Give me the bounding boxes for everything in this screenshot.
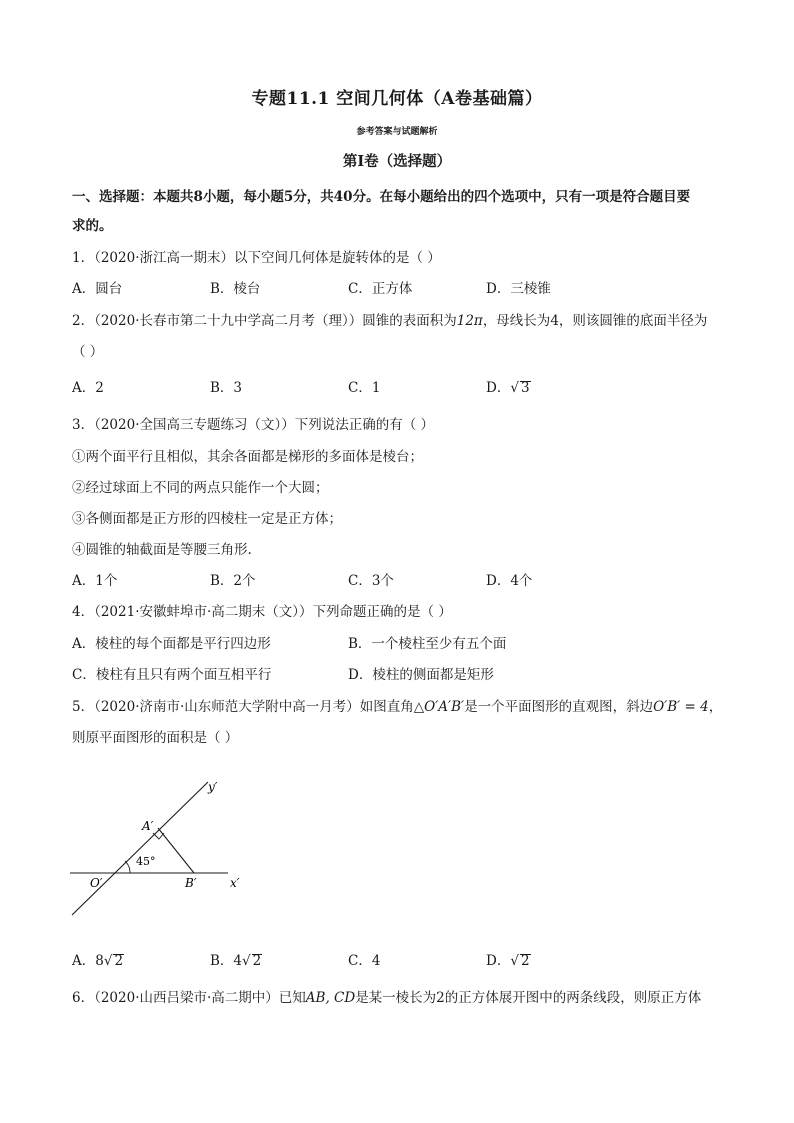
- volume-heading: 第Ⅰ卷（选择题）: [342, 153, 452, 170]
- question-5-option-a: [72, 949, 124, 969]
- question-6-stem-pre: 6．（2020·山西吕梁市·高二期中）已知: [72, 990, 306, 1006]
- question-2-option-b: B．3: [210, 380, 243, 396]
- question-3-statement-2: ②经过球面上不同的两点只能作一个大圆；: [72, 480, 329, 496]
- question-5-stem-mid: 是一个平面图形的直观图，斜边: [464, 699, 654, 715]
- question-4-option-a: A．棱柱的每个面都是平行四边形: [72, 636, 271, 652]
- question-2-stem: [72, 309, 707, 329]
- question-2-option-d: [486, 376, 531, 396]
- question-2-option-d-label: D．: [486, 380, 511, 396]
- question-5-option-d-label: D．: [486, 953, 511, 969]
- segment-a-b: [158, 828, 194, 873]
- question-1-option-b: B．棱台: [210, 281, 261, 297]
- question-2-stem-line2: （ ）: [72, 344, 104, 360]
- question-3-option-d: D．4个: [486, 573, 533, 589]
- figure-label-y: y′: [208, 780, 218, 794]
- page-subtitle: 参考答案与试题解析: [356, 127, 438, 137]
- question-5-option-b-radicand: 2: [252, 953, 262, 969]
- figure-label-x: x′: [230, 876, 240, 890]
- question-5-figure: [60, 770, 260, 925]
- question-4-option-d: D．棱柱的侧面都是矩形: [348, 667, 494, 683]
- question-3-option-c: C．3个: [348, 573, 394, 589]
- sqrt-symbol: √: [103, 953, 113, 969]
- section-instructions-line2: 求的。: [72, 218, 113, 234]
- question-1-option-d: D．三棱锥: [486, 281, 551, 297]
- question-2-stem-post: ，则该圆锥的底面半径为: [558, 313, 708, 329]
- question-2-surface-area: 12π: [456, 313, 483, 329]
- figure-label-b: B′: [185, 876, 197, 890]
- question-4-option-c: C．棱柱有且只有两个面互相平行: [72, 667, 272, 683]
- question-6-stem-post: 是某一棱长为2的正方体展开图中的两条线段，则原正方体: [355, 990, 702, 1006]
- question-3-statement-4: ④圆锥的轴截面是等腰三角形.: [72, 542, 252, 558]
- question-5-stem-post: ，: [708, 699, 723, 715]
- figure-label-o: O′: [90, 876, 103, 890]
- question-5-option-d: [486, 949, 531, 969]
- question-5-option-c: C．4: [348, 953, 381, 969]
- section-instructions-line1: 一、选择题：本题共8小题，每小题5分，共40分。在每小题给出的四个选项中，只有一项是符合题目要: [72, 189, 691, 205]
- question-3-statement-3: ③各侧面都是正方形的四棱柱一定是正方体；: [72, 511, 342, 527]
- y-axis: [72, 782, 208, 915]
- question-6-segments: AB, CD: [305, 990, 356, 1006]
- question-1-stem: 1．（2020·浙江高一期末）以下空间几何体是旋转体的是（ ）: [72, 250, 441, 266]
- question-5-option-b-label: B．: [210, 953, 234, 969]
- question-3-option-b: B．2个: [210, 573, 256, 589]
- question-3-statement-1: ①两个面平行且相似，其余各面都是梯形的多面体是棱台；: [72, 449, 423, 465]
- question-2-option-c: C．1: [348, 380, 381, 396]
- question-2-option-a: A．2: [72, 380, 104, 396]
- question-2-slant-length: 4: [550, 313, 559, 329]
- page-title: 专题11.1 空间几何体（A卷基础篇）: [251, 89, 543, 109]
- question-5-option-b-coef: 4: [233, 953, 243, 969]
- sqrt-symbol: √: [510, 953, 519, 969]
- question-4-stem: 4．（2021·安徽蚌埠市·高二期末（文））下列命题正确的是（ ）: [72, 604, 452, 620]
- question-2-stem-pre: 2．（2020·长春市第二十九中学高二月考（理））圆锥的表面积为: [72, 313, 457, 329]
- question-5-option-a-label: A．: [72, 953, 96, 969]
- question-5-stem-line2: 则原平面图形的面积是（ ）: [72, 730, 239, 746]
- question-1-option-c: C．正方体: [348, 281, 413, 297]
- sqrt-symbol: √: [510, 380, 519, 396]
- figure-label-angle: 45°: [136, 855, 156, 868]
- question-2-stem-mid: ，母线长为: [482, 313, 551, 329]
- question-4-option-b: B．一个棱柱至少有五个面: [348, 636, 507, 652]
- question-5-stem: [72, 695, 722, 715]
- question-6-stem: [72, 986, 701, 1006]
- question-3-option-a: A．1个: [72, 573, 118, 589]
- sqrt-symbol: √: [242, 953, 251, 969]
- question-5-option-b: [210, 949, 262, 969]
- question-1-option-a: A．圆台: [72, 281, 123, 297]
- question-5-stem-pre: 5．（2020·济南市·山东师范大学附中高一月考）如图直角: [72, 699, 414, 715]
- question-5-option-a-radicand: 2: [114, 953, 124, 969]
- question-3-stem: 3．（2020·全国高三专题练习（文））下列说法正确的有（ ）: [72, 417, 435, 433]
- question-5-option-d-radicand: 2: [520, 953, 530, 969]
- question-5-option-a-coef: 8: [95, 953, 104, 969]
- question-5-triangle: △O′A′B′: [413, 699, 465, 715]
- question-5-hypotenuse: O′B′ = 4: [653, 699, 709, 715]
- figure-label-a: A′: [142, 819, 154, 833]
- question-2-option-d-radicand: 3: [520, 380, 530, 396]
